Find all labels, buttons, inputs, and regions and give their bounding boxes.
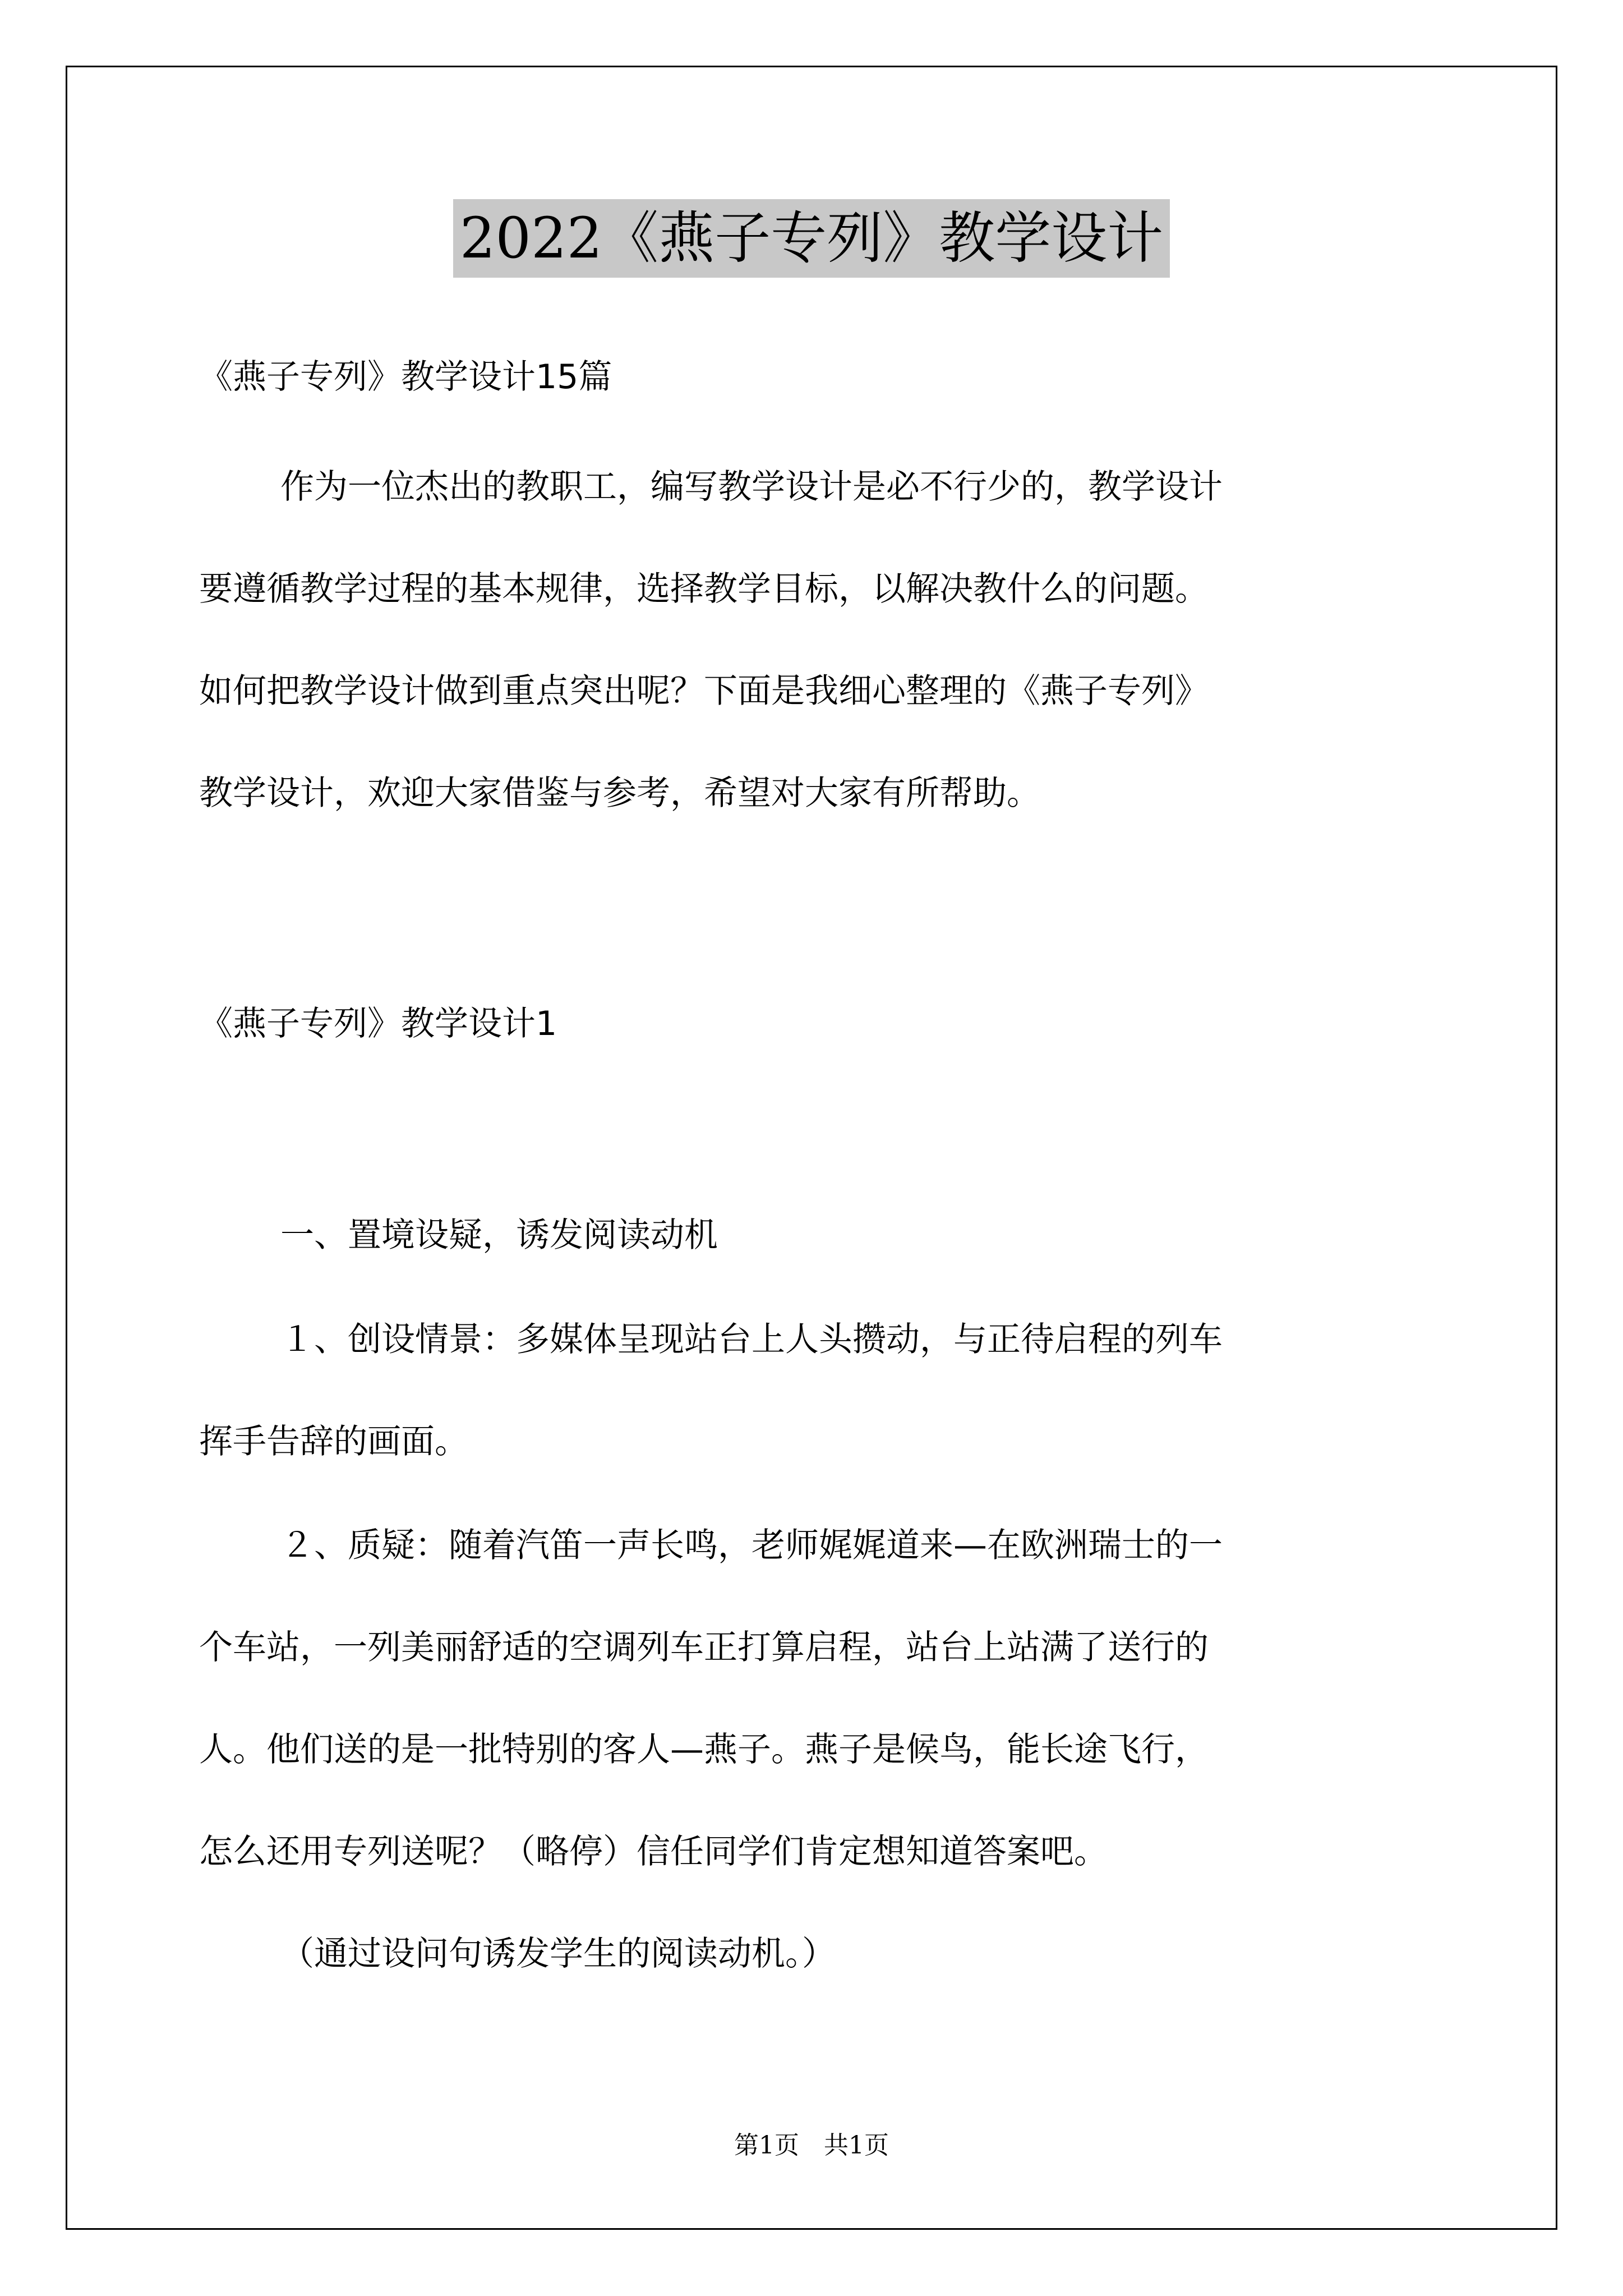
item1-line-1: １、创设情景：多媒体呈现站台上人头攒动，与正待启程的列车 xyxy=(280,1320,1223,1359)
intro-line-1: 作为一位杰出的教职工，编写教学设计是必不行少的，教学设计 xyxy=(280,467,1223,507)
item2-line-3: 人。他们送的是一批特别的客人—燕子。燕子是候鸟，能长途飞行， xyxy=(199,1730,1209,1769)
page-footer: 第1页 共1页 xyxy=(734,2131,889,2160)
item2-line-4: 怎么还用专列送呢？（略停）信任同学们肯定想知道答案吧。 xyxy=(199,1832,1108,1871)
intro-line-2: 要遵循教学过程的基本规律，选择教学目标，以解决教什么的问题。 xyxy=(199,569,1209,609)
note: （通过设问句诱发学生的阅读动机。） xyxy=(280,1934,836,1973)
subtitle: 《燕子专列》教学设计15篇 xyxy=(199,357,612,397)
item1-line-2: 挥手告辞的画面。 xyxy=(199,1422,468,1461)
part-heading: 一、置境设疑，诱发阅读动机 xyxy=(280,1216,718,1255)
item2-line-1: ２、质疑：随着汽笛一声长鸣，老师娓娓道来—在欧洲瑞士的一 xyxy=(280,1526,1223,1565)
document-title: 2022《燕子专列》教学设计 xyxy=(453,199,1170,278)
intro-line-4: 教学设计，欢迎大家借鉴与参考，希望对大家有所帮助。 xyxy=(199,774,1040,813)
intro-line-3: 如何把教学设计做到重点突出呢？下面是我细心整理的《燕子专列》 xyxy=(199,671,1209,711)
title-container xyxy=(0,199,1623,278)
item2-line-2: 个车站，一列美丽舒适的空调列车正打算启程，站台上站满了送行的 xyxy=(199,1628,1209,1667)
section-heading: 《燕子专列》教学设计1 xyxy=(199,1004,557,1043)
